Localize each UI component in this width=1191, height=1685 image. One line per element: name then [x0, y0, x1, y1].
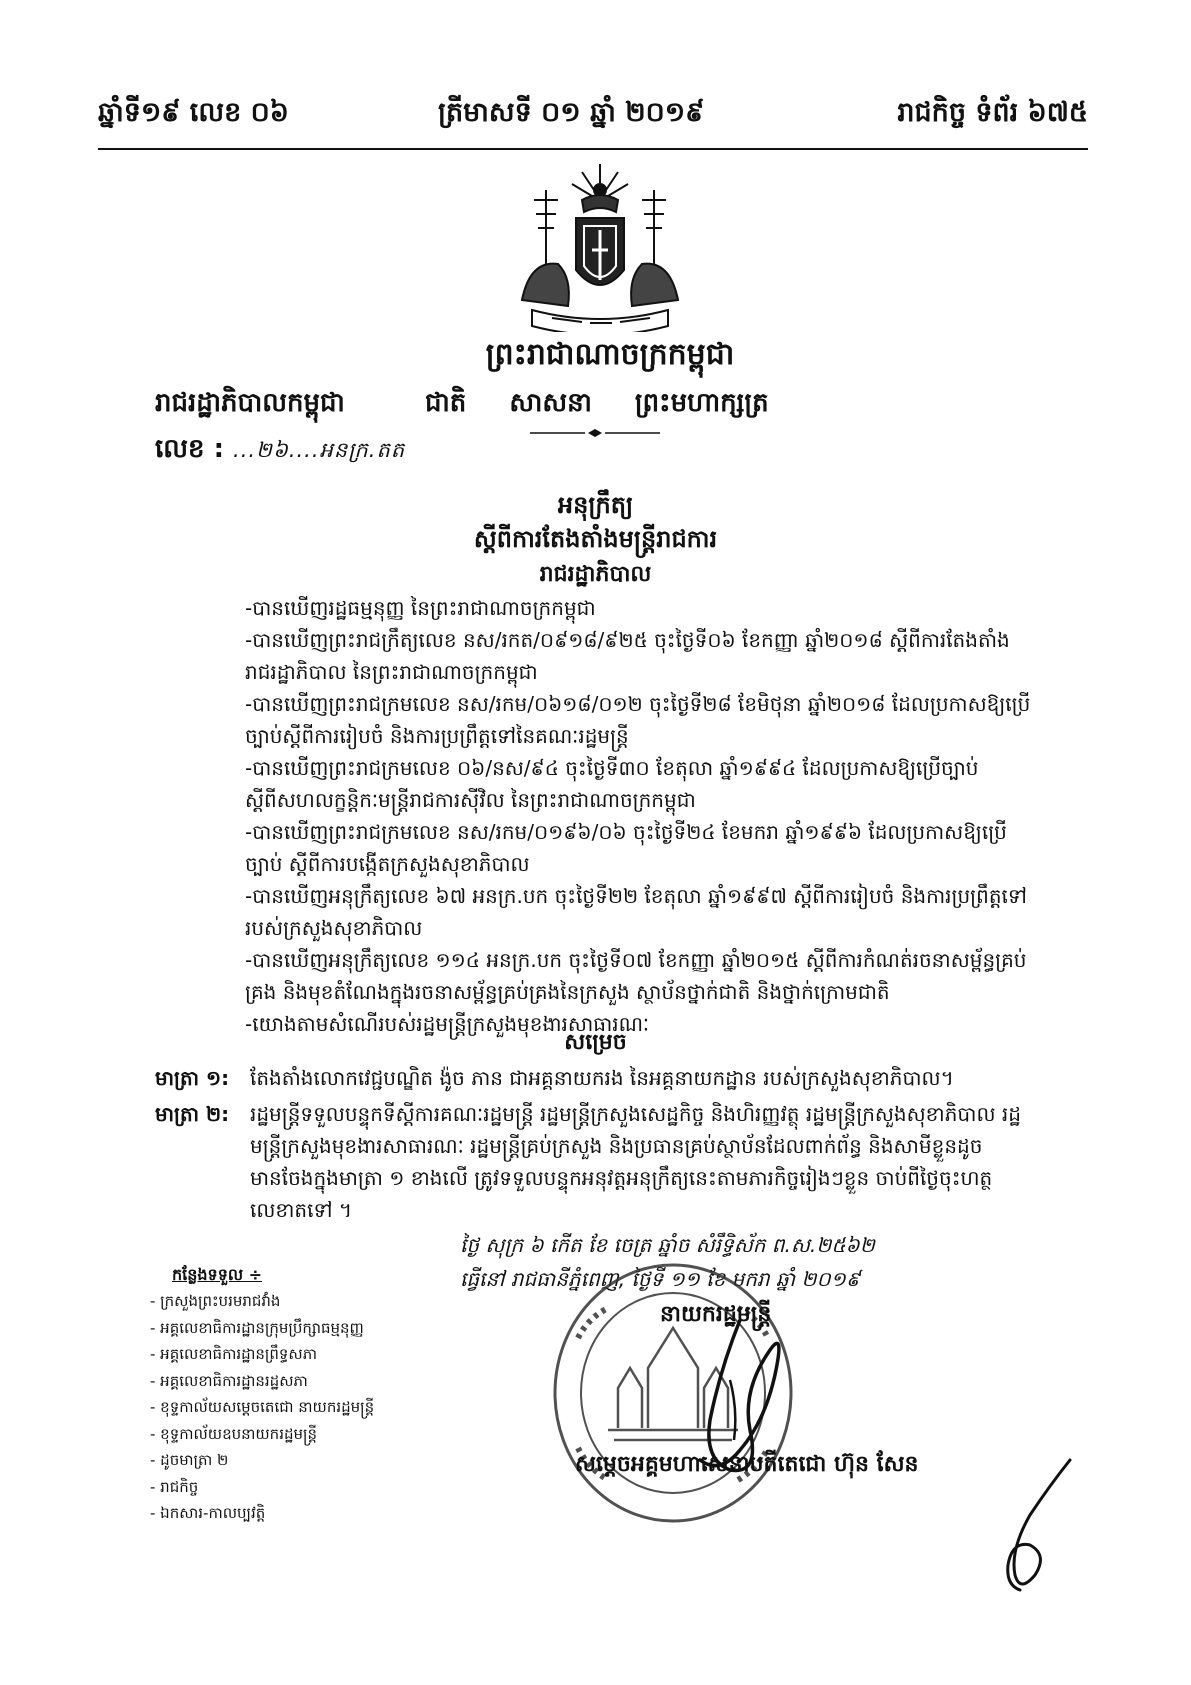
consideration-item: -បានឃើញអនុក្រឹត្យលេខ ៦៧ អនក្រ.បក ចុះថ្ងៃទី២២ ខែតុលា ឆ្នាំ១៩៩៧ ស្តីពីការរៀបចំ និងការប្រព្រឹត្តទៅ របស់ក្រសួងសុខាភិបាល: [245, 884, 1027, 940]
header-rule: [98, 148, 1088, 150]
ornament-divider-icon: [530, 428, 660, 438]
consideration-item: -បានឃើញអនុក្រឹត្យលេខ ១១៤ អនក្រ.បក ចុះថ្ងៃទី០៧ ខែកញ្ញា ឆ្នាំ២០១៥ ស្តីពីការកំណត់រចនាសម្ព័ន្ធគ្រប់គ្រង និងមុខតំណែងក្នុងរចនាសម្ព័ន្ធគ្រប់គ្រងនៃក្រសួង ស្ថាប័នថ្នាក់ជាតិ និងថ្នាក់ក្រោមជាតិ: [245, 948, 1027, 1004]
recipient-item: - ដូចមាត្រា ២: [150, 1451, 229, 1469]
consideration-item: -បានឃើញរដ្ឋធម្មនុញ្ញ នៃព្រះរាជាណាចក្រកម្ពុជា: [245, 596, 596, 620]
article-2: [155, 1098, 1035, 1226]
solar-date: ធ្វើនៅ រាជធានីភ្នំពេញ, ថ្ងៃទី ១១ ខែ មករា ឆ្នាំ ២០១៩: [460, 1267, 860, 1291]
prime-minister-name: សម្តេចអគ្គមហាសេនាបតីតេជោ ហ៊ុន សែន: [575, 1452, 919, 1477]
consideration-item: -បានឃើញព្រះរាជក្រមលេខ នស/រកម/០១៩៦/០៦ ចុះថ្ងៃទី២៤ ខែមករា ឆ្នាំ១៩៩៦ ដែលប្រកាសឱ្យប្រើច្បាប់ ស្តីពីការបង្កើតក្រសួងសុខាភិបាល: [245, 820, 1007, 876]
consideration-item: -យោងតាមសំណើរបស់រដ្ឋមន្ត្រីក្រសួងមុខងារសាធារណៈ: [245, 1012, 650, 1036]
consideration-item: -បានឃើញព្រះរាជក្រឹត្យលេខ នស/រកត/០៩១៨/៩២៥ ចុះថ្ងៃទី០៦ ខែកញ្ញា ឆ្នាំ២០១៨ ស្តីពីការតែងតាំងរាជរដ្ឋាភិបាល នៃព្រះរាជាណាចក្រកម្ពុជា: [245, 628, 1010, 684]
recipient-item: - ឯកសារ-កាលប្បវត្តិ: [150, 1504, 266, 1522]
recipient-item: - អគ្គលេខាធិការដ្ឋានក្រុមប្រឹក្សាធម្មនុញ្ញ: [150, 1318, 364, 1337]
motto-religion: សាសនា: [509, 388, 592, 418]
number-label: លេខ :: [155, 434, 224, 464]
motto-nation: ជាតិ: [425, 388, 467, 418]
prime-minister-title: នាយករដ្ឋមន្ត្រី: [660, 1302, 772, 1327]
gazette-quarter: ត្រីមាសទី ០១ ឆ្នាំ ២០១៩: [438, 97, 705, 128]
royal-coat-of-arms-icon: [512, 160, 688, 332]
decision-heading: សម្រេច: [564, 1030, 627, 1055]
article-text: តែងតាំងលោកវេជ្ជបណ្ឌិត ង៉ូច ភាន ជាអគ្គនាយករង នៃអគ្គនាយកដ្ឋាន របស់ក្រសួងសុខាភិបាល។: [250, 1066, 954, 1090]
article-text: រដ្ឋមន្ត្រីទទួលបន្ទុកទីស្តីការគណៈរដ្ឋមន្ត្រី រដ្ឋមន្ត្រីក្រសួងសេដ្ឋកិច្ច និងហិរញ្ញវត្ថុ រដ្ឋមន្ត្រីក្រសួងសុខាភិបាល រដ្ឋមន្ត្រីក្រសួងមុខងារសាធារណៈ រដ្ឋមន្ត្រីគ្រប់ក្រសួង និងប្រធានគ្រប់ស្ថាប័នដែលពាក់ព័ន្ធ និងសាមីខ្លួនដូចមានចែងក្នុងមាត្រា ១ ខាងលើ ត្រូវទទួលបន្ទុកអនុវត្តអនុក្រឹត្យនេះតាមភារកិច្ចរៀងៗខ្លួន ចាប់ពីថ្ងៃចុះហត្ថលេខាតទៅ ។: [250, 1102, 1021, 1222]
recipients-block: [150, 1262, 450, 1527]
recipient-item: - ខុទ្ទកាល័យឧបនាយករដ្ឋមន្ត្រី: [150, 1424, 317, 1443]
recipient-item: - រាជកិច្ច: [150, 1477, 199, 1496]
lunar-date: ថ្ងៃ សុក្រ ៦ កើត ខែ ចេត្រ ឆ្នាំច សំរឹទ្ធិស័ក ព.ស.២៥៦២: [460, 1233, 875, 1257]
document-subject: ស្តីពីការតែងតាំងមន្ត្រីរាជការ: [473, 525, 718, 553]
considerations-list: [245, 592, 1035, 1040]
recipient-item: - អគ្គលេខាធិការដ្ឋានព្រឹទ្ធសភា: [150, 1345, 317, 1363]
article-label: មាត្រា ១:: [155, 1066, 230, 1090]
kingdom-name: ព្រះរាជាណាចក្រកម្ពុជា: [485, 337, 735, 372]
document-number: [155, 432, 405, 470]
article-1: [155, 1062, 1035, 1094]
recipient-item: - ក្រសួងព្រះបរមរាជវាំង: [150, 1292, 281, 1310]
government-name: រាជរដ្ឋាភិបាលកម្ពុជា: [155, 388, 345, 418]
initial-mark-icon: [990, 1455, 1080, 1595]
gazette-header: [98, 96, 1088, 148]
recipients-title: កន្លែងទទួល ÷: [172, 1265, 263, 1284]
gazette-year-issue: ឆ្នាំទី១៩ លេខ ០៦: [98, 97, 289, 128]
document-type: អនុក្រឹត្យ: [557, 491, 634, 519]
recipient-item: - ខុទ្ទកាល័យសម្តេចតេជោ នាយករដ្ឋមន្ត្រី: [150, 1398, 375, 1416]
consideration-item: -បានឃើញព្រះរាជក្រមលេខ ០៦/នស/៩៤ ចុះថ្ងៃទី៣០ ខែតុលា ឆ្នាំ១៩៩៤ ដែលប្រកាសឱ្យប្រើច្បាប់ស្តីពីសហលក្ខន្តិកៈមន្ត្រីរាជការស៊ីវិល នៃព្រះរាជាណាចក្រកម្ពុជា: [245, 756, 979, 812]
national-motto: [425, 386, 803, 424]
consideration-item: -បានឃើញព្រះរាជក្រមលេខ នស/រកម/០៦១៨/០១២ ចុះថ្ងៃទី២៨ ខែមិថុនា ឆ្នាំ២០១៨ ដែលប្រកាសឱ្យប្រើច្បាប់ស្តីពីការរៀបចំ និងការប្រព្រឹត្តទៅនៃគណៈរដ្ឋមន្ត្រី: [245, 692, 1031, 748]
gazette-page-number: រាជកិច្ច ទំព័រ ៦៧៥: [897, 97, 1088, 128]
recipients-list: [150, 1288, 450, 1527]
recipient-item: - អគ្គលេខាធិការដ្ឋានរដ្ឋសភា: [150, 1371, 308, 1390]
article-label: មាត្រា ២:: [155, 1102, 230, 1126]
number-value: ...២៦....អនក្រ.តត: [233, 438, 406, 462]
issuing-authority: រាជរដ្ឋាភិបាល: [539, 562, 652, 587]
motto-king: ព្រះមហាក្សត្រ: [634, 388, 769, 418]
